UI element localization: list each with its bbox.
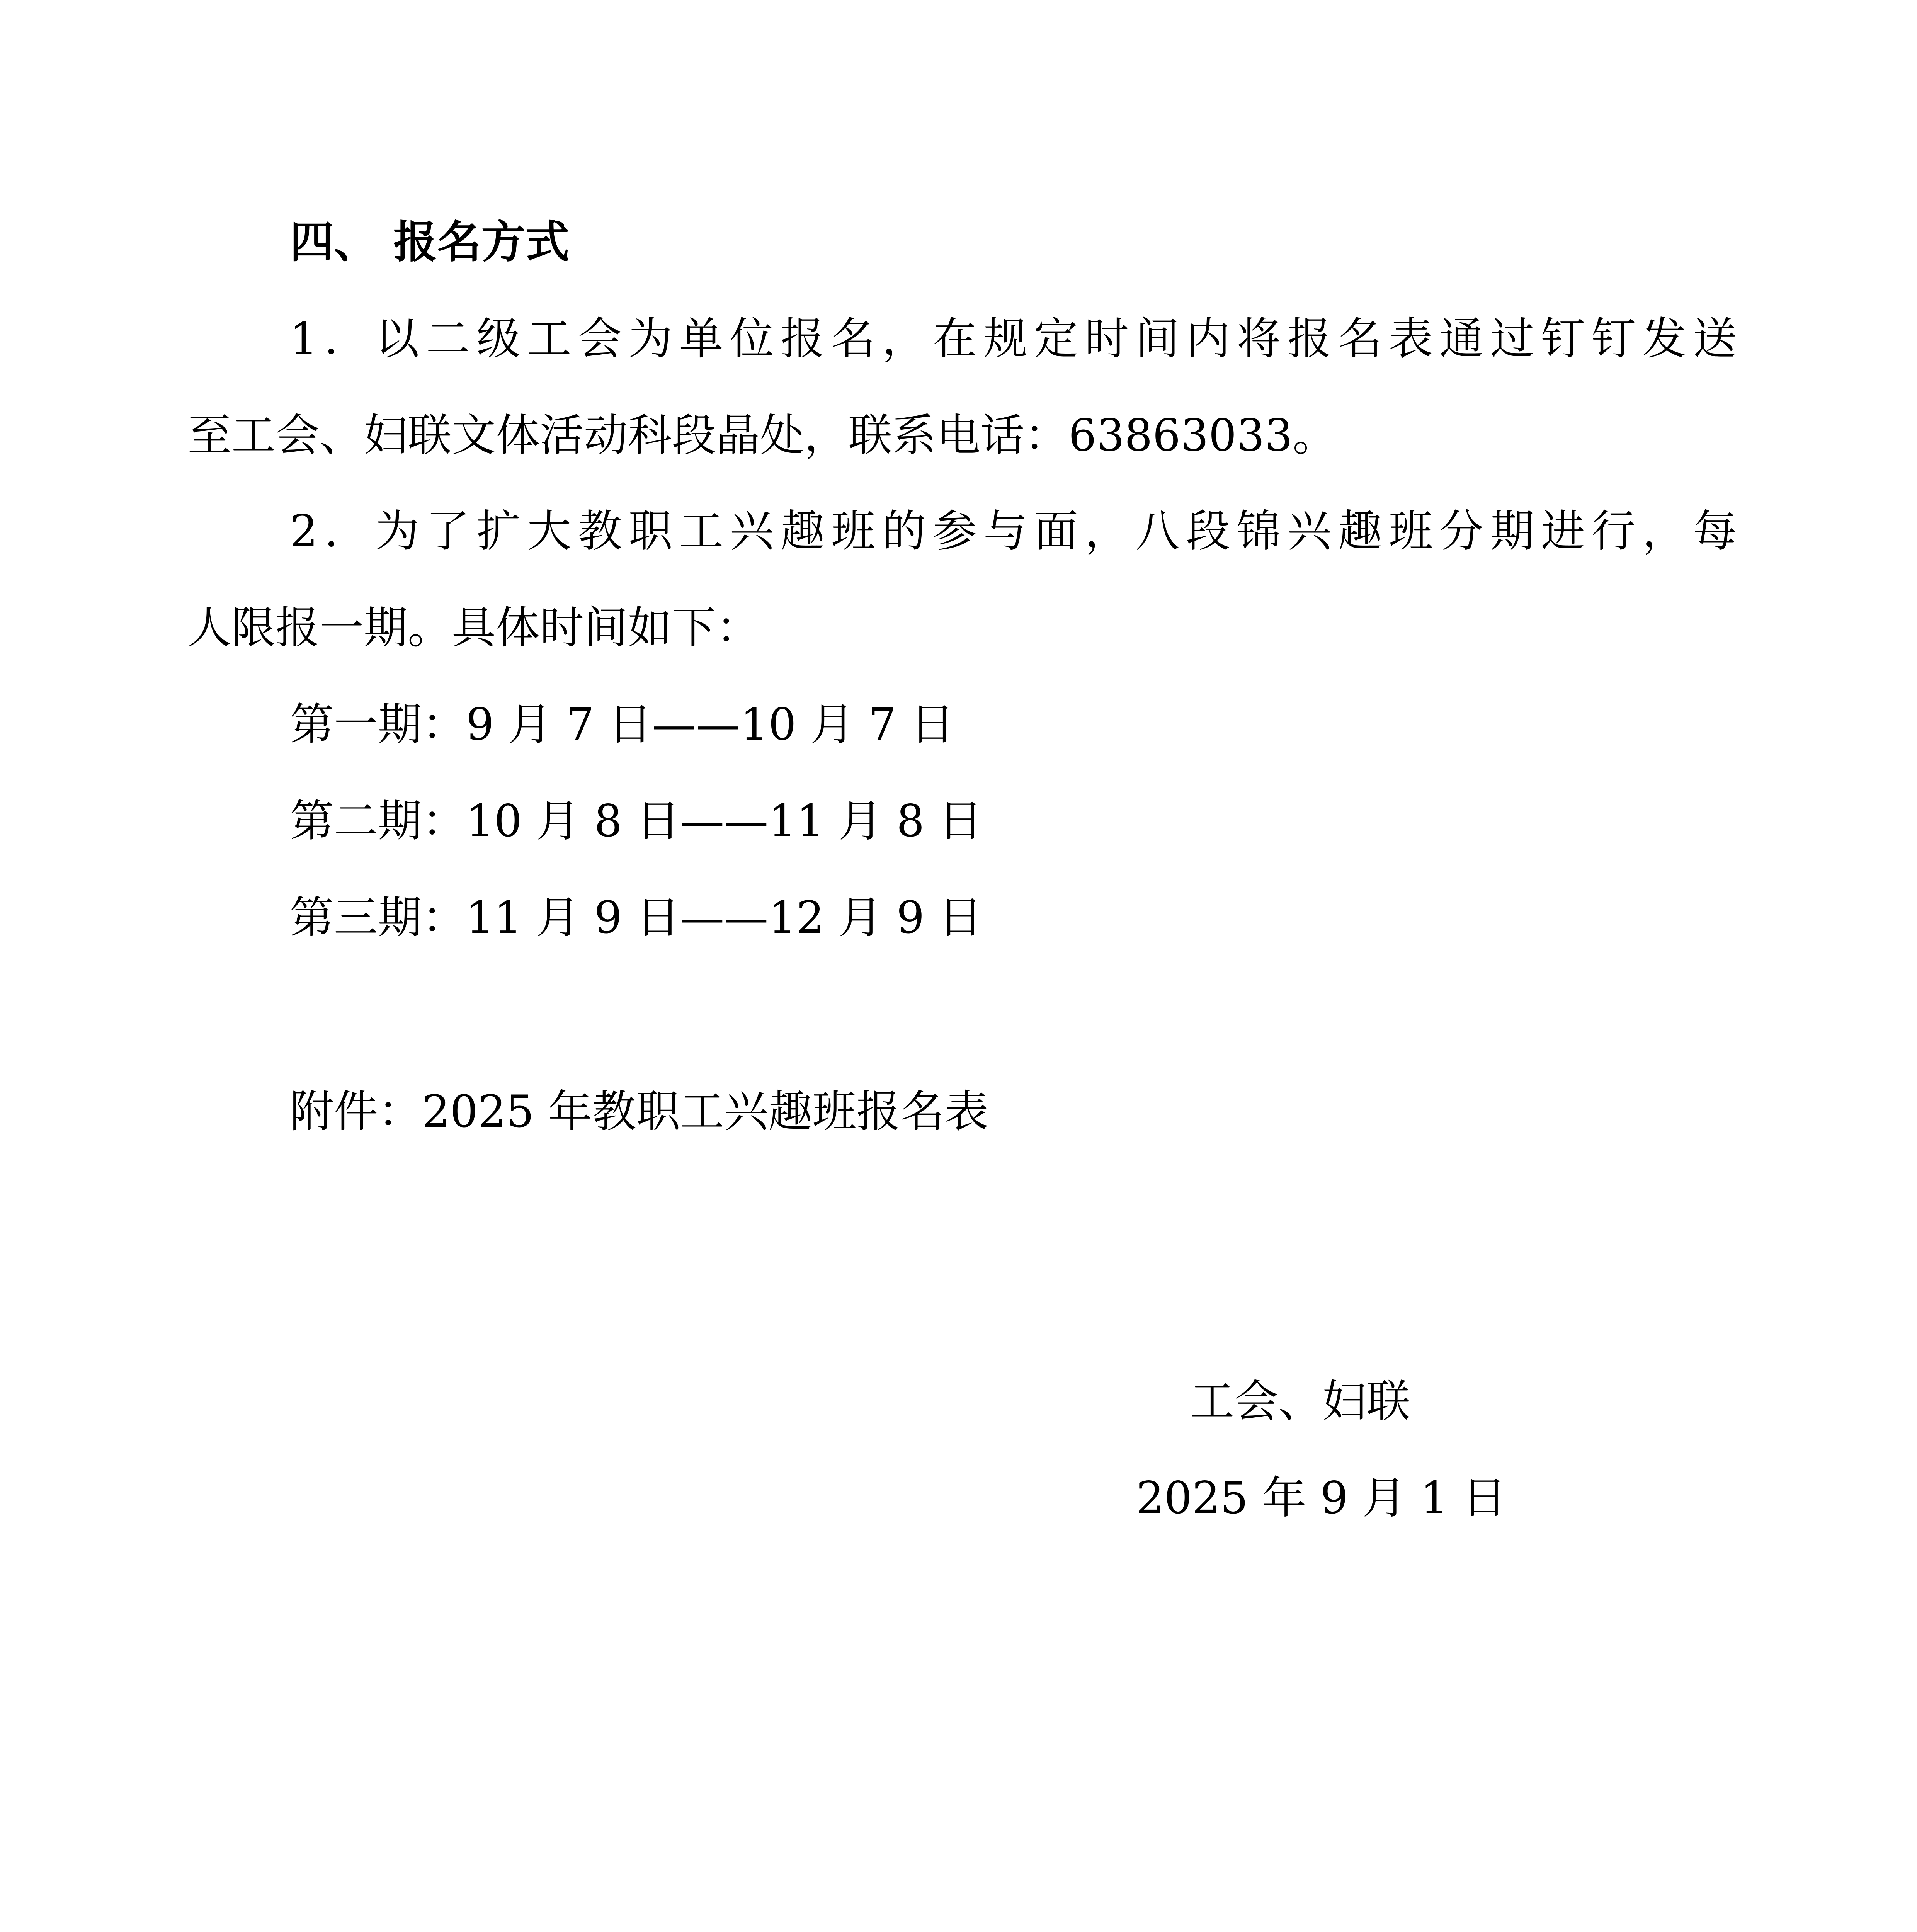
paragraph-2-line-2: 人限报一期。具体时间如下： [187, 602, 760, 653]
paragraph-1-line-2: 至工会、妇联文体活动科段晶处，联系电话：63863033。 [187, 410, 1337, 461]
paragraph-2-line-1: 2．为了扩大教职工兴趣班的参与面，八段锦兴趣班分期进行，每 [290, 505, 1737, 557]
paragraph-1-line-1: 1．以二级工会为单位报名，在规定时间内将报名表通过钉钉发送 [290, 313, 1737, 364]
period-2: 第二期：10 月 8 日——11 月 8 日 [290, 795, 983, 847]
attachment-line: 附件：2025 年教职工兴趣班报名表 [290, 1086, 989, 1137]
signature-org: 工会、妇联 [1190, 1376, 1411, 1427]
section-heading: 四、 报名方式 [290, 216, 570, 268]
period-1: 第一期：9 月 7 日——10 月 7 日 [290, 699, 955, 750]
signature-date: 2025 年 9 月 1 日 [1136, 1472, 1507, 1524]
period-3: 第三期：11 月 9 日——12 月 9 日 [290, 892, 983, 943]
